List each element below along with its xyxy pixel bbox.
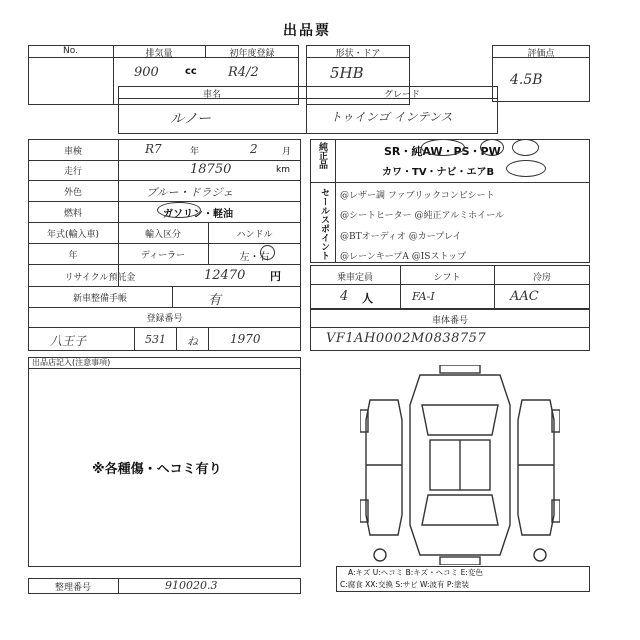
sales-point-line-2: @シートヒーター @純正アルミホイール	[340, 211, 504, 221]
equipment-circle-aw	[421, 139, 465, 156]
handle-value: 左・右	[239, 252, 270, 263]
year-label: 年	[68, 251, 78, 261]
displacement-value: 900	[134, 65, 159, 80]
registration-label: 登録番号	[146, 314, 183, 324]
first-registration-value: R4/2	[228, 65, 259, 80]
registration-class: 531	[145, 333, 166, 346]
notes-text: ※各種傷・ヘコミ有り	[92, 462, 222, 477]
legend-line-2: C:腐食 XX:交換 S:サビ W:波有 P:塗装	[340, 580, 469, 589]
management-number-label: 整理番号	[54, 583, 91, 593]
displacement-label: 排気量	[145, 49, 173, 59]
equipment-circle-pw	[512, 139, 539, 156]
notes-label: 出品店記入(注意事項)	[32, 358, 111, 367]
equipment-line-1: SR・純AW・PS・PW	[384, 145, 501, 158]
page-title: 出品票	[283, 23, 331, 39]
shape-value: 5HB	[330, 64, 364, 82]
first-registration-label: 初年度登録	[229, 49, 275, 59]
car-damage-diagram	[360, 365, 560, 565]
legend-line-1: A:キズ U:ヘコミ B:キズ・ヘコミ E:変色	[348, 568, 483, 577]
handle-circle-mark	[260, 245, 275, 260]
capacity-label: 乗車定員	[336, 273, 373, 283]
vin-value: VF1AH0002M0838757	[326, 331, 487, 346]
inspection-month-unit: 月	[282, 147, 292, 157]
recycle-label: リサイクル預託金	[64, 273, 136, 283]
mileage-value: 18750	[190, 162, 232, 177]
recycle-unit: 円	[270, 270, 281, 283]
inspection-year-value: R7	[145, 142, 162, 156]
capacity-unit: 人	[362, 292, 373, 305]
sales-point-line-3: @BTオーディオ @カープレイ	[340, 232, 462, 242]
vin-label: 車体番号	[431, 316, 468, 326]
model-label: 車名	[202, 90, 221, 100]
inspection-label: 車検	[63, 147, 82, 157]
maintenance-manual-value: 有	[208, 293, 222, 308]
model-value: ルノー	[170, 111, 212, 127]
handle-label: ハンドル	[236, 230, 273, 240]
color-value: ブルー・ドラジェ	[146, 186, 234, 199]
air-conditioning-value: AAC	[510, 289, 539, 304]
import-year-label: 年式(輸入車)	[46, 230, 100, 240]
fuel-circle-mark	[157, 202, 201, 218]
registration-area: 八王子	[50, 334, 87, 348]
displacement-unit: cc	[185, 66, 197, 77]
mileage-unit: km	[276, 165, 290, 175]
air-conditioning-label: 冷房	[532, 273, 551, 283]
genuine-equipment-label: 純正品	[317, 142, 327, 169]
shift-value: FA-I	[412, 290, 435, 303]
rating-value: 4.5B	[510, 72, 543, 88]
sales-point-label: セールスポイント	[319, 188, 329, 260]
registration-number: 1970	[230, 332, 261, 346]
dealer-label: ディーラー	[140, 251, 186, 261]
registration-kana: ね	[187, 335, 198, 348]
import-type-label: 輸入区分	[144, 230, 181, 240]
grade-value: トゥインゴ インテンス	[330, 110, 453, 124]
maintenance-manual-label: 新車整備手帳	[72, 294, 127, 304]
recycle-value: 12470	[204, 268, 246, 283]
inspection-year-unit: 年	[190, 147, 200, 157]
capacity-value: 4	[340, 289, 349, 304]
sales-point-line-4: @レーンキープA @ISストップ	[340, 252, 467, 262]
mileage-label: 走行	[63, 167, 82, 177]
equipment-circle-ps	[480, 139, 504, 156]
equipment-circle-airbag	[506, 160, 546, 177]
fuel-label: 燃料	[63, 209, 82, 219]
shape-door-label: 形状・ドア	[335, 49, 381, 59]
sales-point-line-1: @レザー調 ファブリックコンビシート	[340, 191, 495, 201]
management-number-value: 910020.3	[165, 579, 218, 592]
inspection-month-value: 2	[250, 142, 258, 156]
equipment-line-2: カワ・TV・ナビ・エアB	[382, 167, 495, 178]
fuel-value: ガソリン・軽油	[163, 209, 233, 220]
shift-label: シフト	[433, 273, 461, 283]
rating-label: 評価点	[527, 49, 555, 59]
color-label: 外色	[63, 188, 82, 198]
no-label: No.	[63, 46, 78, 56]
grade-label: グレード	[383, 90, 420, 100]
